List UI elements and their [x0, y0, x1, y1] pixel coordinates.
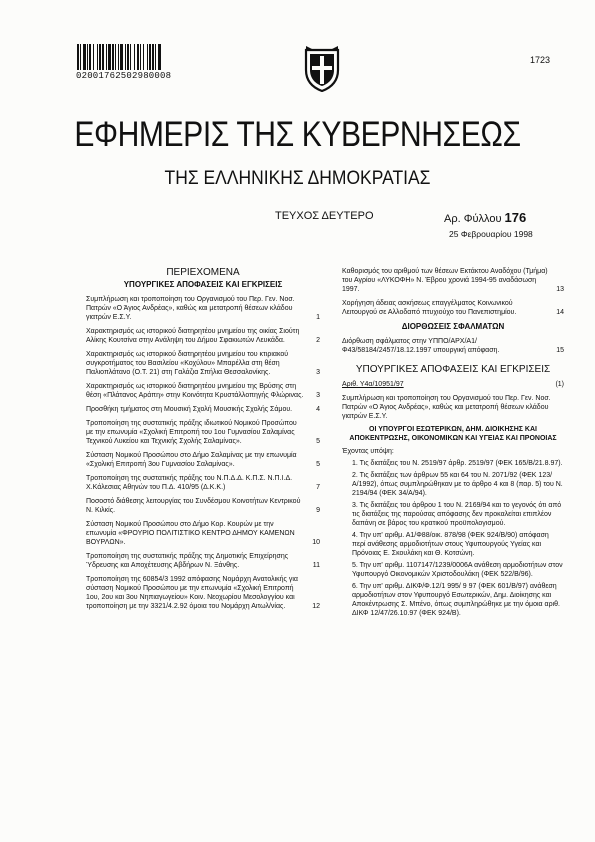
right-column [342, 267, 564, 621]
contents-entry-text: Καθορισμός του αριθμού των θέσεων Εκτάκτου Αναδόχου (Τμήμα) του Αγρίου «ΛΥΚΟΦΗ» Ν. Έβρου χρονιά 1994-95 αναδάσωση 1997. [342, 268, 548, 293]
gazette-title: ΕΦΗΜΕΡΙΣ ΤΗΣ ΚΥΒΕΡΝΗΣΕΩΣ [74, 115, 521, 154]
contents-entry [86, 405, 320, 414]
contents-entry-page: 5 [316, 461, 320, 468]
contents-entry [86, 552, 320, 570]
contents-entry-text: Τροποποίηση της 60854/3 1992 απόφασης Νομάρχη Ανατολικής για σύσταση Νομικού Προσώπου με την επωνυμία «Σχολική Επιτροπή 1ου, 2ου και 3ου Νηπιαγωγείου» Κοιν. Νεοχωρίου Μεσολογγίου και τροποποίηση με την 3321/4.2.92 όμοια του Νομάρχη Αιτωλ/νίας. [86, 576, 298, 610]
contents-entry-page: 3 [316, 369, 320, 376]
contents-entry-text: Ποσοστό διάθεσης λειτουργίας του Συνδέσμου Κοινοτήτων Κεντρικού Ν. Κιλκίς. [86, 498, 301, 514]
page-number: 1723 [530, 55, 551, 65]
ministers-title: ΟΙ ΥΠΟΥΡΓΟΙ ΕΣΩΤΕΡΙΚΩΝ, ΔΗΜ. ΔΙΟΙΚΗΣΗΣ ΚΑΙ ΑΠΟΚΕΝΤΡΩΣΗΣ, ΟΙΚΟΝΟΜΙΚΩΝ ΚΑΙ ΥΓΕΙΑΣ ΚΑΙ ΠΡΟΝΟΙΑΣ [349, 426, 557, 442]
decision-summary: Συμπλήρωση και τροποποίηση του Οργανισμού του Περ. Γεν. Νοσ. Πατρών «Ο Άγιος Ανδρέας», καθώς και μετατροπή θέσεων κλάδου γιατρών Ε.Σ.Υ. [342, 395, 551, 420]
contents-entry [86, 497, 320, 515]
decision-paragraph: 5. Την υπ' αριθμ. 1107147/1239/0006Α ανάθεση αρμοδιοτήτων στον Υφυπουργό Οικονομικών Χριστοδουλάκη (ΦΕΚ 522/Β/96). [352, 562, 563, 578]
decision-paragraph: 4. Την υπ' αριθμ. Α1/Φ88/οικ. 878/98 (ΦΕΚ 924/Β/90) απόφαση περί ανάθεσης αρμοδιοτήτων στους Υφυπουργούς Υγείας και Πρόνοιας Ε. Σκουλάκη και Θ. Κοτσώνη. [352, 532, 549, 557]
contents-entry [86, 575, 320, 611]
contents-title: ΠΕΡΙΕΧΟΜΕΝΑ [166, 267, 240, 278]
contents-entry [86, 520, 320, 547]
contents-entry-page: 11 [312, 562, 320, 569]
errata-list [342, 337, 564, 355]
contents-entry-text: Διόρθωση σφάλματος στην ΥΠΠΟ/ΑΡΧ/Α1/Φ43/58184/2457/18.12.1997 υπουργική απόφαση. [342, 338, 500, 354]
contents-entry [86, 295, 320, 322]
decision-number: Αριθ. Υ4α/10951/97 [342, 381, 404, 388]
contents-list-continued [342, 267, 564, 317]
contents-entry [86, 327, 320, 345]
issue-series: ΤΕΥΧΟΣ ΔΕΥΤΕΡΟ [275, 210, 374, 222]
contents-entry-text: Χορήγηση άδειας ασκήσεως επαγγέλματος Κοινωνικού Λειτουργού σε Αλλοδαπό πτυχιούχο του Πανεπιστημίου. [342, 300, 517, 316]
errata-heading: ΔΙΟΡΘΩΣΕΙΣ ΣΦΑΛΜΑΤΩΝ [401, 322, 505, 331]
contents-entry-page: 1 [316, 314, 320, 321]
contents-entry-text: Τροποποίηση της συστατικής πράξης της Δημοτικής Επιχείρησης Ύδρευσης και Αποχέτευσης Αβδήρων Ν. Ξάνθης. [86, 553, 289, 569]
contents-entry-text: Χαρακτηρισμός ως ιστορικού διατηρητέου μνημείου της οικίας Σιούτη Αλίκης Κουτσίνα στην Ανάληψη του Δήμου Σφακιωτών Λευκάδα. [86, 328, 300, 344]
decision-paragraph: 3. Τις διατάξεις του άρθρου 1 του Ν. 2169/94 και το γεγονός ότι από τις διατάξεις της παρούσας απόφασης δεν προκαλείται επιπλέον δαπάνη σε βάρος του κρατικού προϋπολογισμού. [352, 502, 562, 527]
decision-number-line [342, 380, 564, 389]
contents-entry-text: Τροποποίηση της συστατικής πράξης του Ν.Π.Δ.Δ. Κ.Π.Σ. Ν.Π.Ι.Δ. Χ.Κάλεσιας Αθηνών του Π.Δ. 410/95 (Δ.Κ.Κ.) [86, 475, 293, 491]
sheet-number-line [444, 210, 526, 225]
decision-paragraphs [342, 459, 564, 618]
contents-entry-page: 3 [316, 392, 320, 399]
contents-entry-page: 9 [316, 507, 320, 514]
contents-entry [342, 299, 564, 317]
contents-entry [86, 350, 320, 377]
contents-entry-page: 10 [312, 539, 320, 546]
contents-entry-page: 13 [556, 286, 564, 293]
contents-entry-text: Σύσταση Νομικού Προσώπου στο Δήμο Κορ. Κουρών με την επωνυμία «ΦΡΟΥΡΙΟ ΠΟΛΙΤΙΣΤΙΚΟ ΚΕΝΤΡΟ ΔΗΜΟΥ ΚΑΜΕΝΩΝ ΒΟΥΡΛΩΝ». [86, 521, 295, 546]
sheet-number: 176 [504, 210, 527, 225]
contents-entry-page: 2 [316, 337, 320, 344]
decision-paragraph: 1. Τις διατάξεις του Ν. 2519/97 άρθρ. 2519/97 (ΦΕΚ 165/Β/21.8.97). [352, 460, 563, 467]
contents-entry [342, 337, 564, 355]
contents-list [86, 295, 320, 611]
contents-entry-text: Συμπλήρωση και τροποποίηση του Οργανισμού του Περ. Γεν. Νοσ. Πατρών «Ο Άγιος Ανδρέας», καθώς και μετατροπή θέσεων κλάδου γιατρών Ε.Σ.Υ. [86, 296, 295, 321]
contents-entry [342, 267, 564, 294]
coat-of-arms-icon [302, 44, 342, 92]
contents-entry [86, 382, 320, 400]
contents-entry-text: Τροποποίηση της συστατικής πράξης ιδιωτικού Νομικού Προσώπου με την επωνυμία «Σχολική Επιτροπή του 1ου Γυμνασίου Σαλαμίνας Τεχνικού Λυκείου και Τεχνικής Σχολής Σαλαμίνας». [86, 420, 297, 445]
contents-entry-text: Χαρακτηρισμός ως ιστορικού διατηρητέου μνημείου της Βρύσης στη θέση «Πλάτανος Αράπη» στην Κοινότητα Κρυστάλλοπηγής Φλώρινας. [86, 383, 304, 399]
decision-paragraph: 6. Την υπ' αριθμ. ΔΙΚΦ/Φ.12/1 995/ 9 97 (ΦΕΚ 601/Β/97) ανάθεση αρμοδιοτήτων στον Υφυπουργό Εσωτερικών, Δημ. Διοίκησης και Αποκέντρωσης Σ. Μπένο, όπως συμπληρώθηκε με την όμοια αριθ. ΔΙΚΦ 12/47/26.10.97 (ΦΕΚ 924/Β). [352, 583, 560, 617]
contents-entry-page: 4 [316, 406, 320, 413]
contents-section-heading: ΥΠΟΥΡΓΙΚΕΣ ΑΠΟΦΑΣΕΙΣ ΚΑΙ ΕΓΚΡΙΣΕΙΣ [123, 280, 283, 289]
decision-paragraph: 2. Τις διατάξεις των άρθρων 55 και 64 του Ν. 2071/92 (ΦΕΚ 123/Α/1992), όπως συμπληρώθηκαν με το άρθρο 4 και 8 (παρ. 5) του Ν. 2194/94 (ΦΕΚ 34/Α/94). [352, 472, 563, 497]
sheet-label: Αρ. Φύλλου [444, 213, 502, 225]
contents-entry-page: 5 [316, 438, 320, 445]
contents-column [86, 268, 320, 616]
contents-entry-page: 14 [556, 309, 564, 316]
barcode-number: 02001762502980008 [76, 71, 172, 81]
contents-entry-page: 15 [556, 347, 564, 354]
gazette-subtitle: ΤΗΣ ΕΛΛΗΝΙΚΗΣ ΔΗΜΟΚΡΑΤΙΑΣ [164, 168, 431, 189]
contents-entry-text: Σύσταση Νομικού Προσώπου στο Δήμο Σαλαμίνας με την επωνυμία «Σχολική Επιτροπή 3ου Γυμνασίου Σαλαμίνας». [86, 452, 297, 468]
contents-entry [86, 451, 320, 469]
decisions-heading: ΥΠΟΥΡΓΙΚΕΣ ΑΠΟΦΑΣΕΙΣ ΚΑΙ ΕΓΚΡΙΣΕΙΣ [355, 364, 551, 375]
contents-entry [86, 474, 320, 492]
having-regard: Έχοντας υπόψη: [342, 448, 394, 455]
contents-entry [86, 419, 320, 446]
contents-entry-page: 12 [312, 603, 320, 610]
issue-date: 25 Φεβρουαρίου 1998 [449, 229, 533, 239]
contents-entry-text: Προσθήκη τμήματος στη Μουσική Σχολή Μουσικής Σχολής Σάμου. [86, 406, 293, 413]
barcode [77, 44, 205, 70]
contents-entry-text: Χαρακτηρισμός ως ιστορικού διατηρητέου μνημείου του κτιριακού συγκροτήματος του Βασιλείου «Κοχύλου» Μπαρέλλα στη θέση Παλιοπλάτανο (Ο.Τ. 21) στη Γαλάζια Σπήλια Θεσσαλονίκης. [86, 351, 289, 376]
decision-item-number: (1) [555, 381, 564, 388]
contents-entry-page: 7 [316, 484, 320, 491]
